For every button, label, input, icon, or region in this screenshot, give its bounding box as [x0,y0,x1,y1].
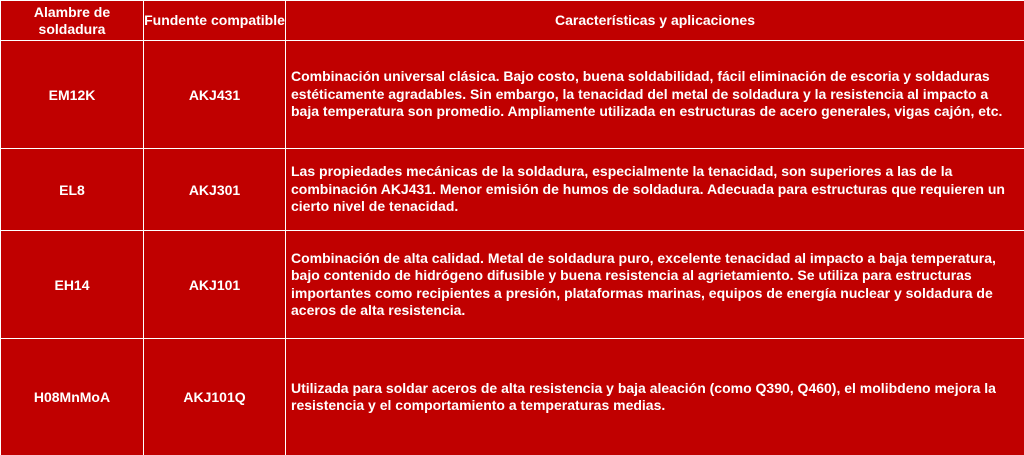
wire-cell: H08MnMoA [1,339,144,455]
wire-cell: EH14 [1,231,144,339]
header-features: Características y aplicaciones [286,1,1024,41]
table-row [1,231,1024,339]
description-cell: Combinación universal clásica. Bajo costo, buena soldabilidad, fácil eliminación de escoria y soldaduras estéticamente agradables. Sin embargo, la tenacidad del metal de soldadura y la resistencia al impacto a baja temperatura son promedio. Ampliamente utilizada en estructuras de acero generales, vigas cajón, etc. [286,41,1024,149]
flux-cell: AKJ101 [144,231,286,339]
description-cell: Combinación de alta calidad. Metal de soldadura puro, excelente tenacidad al impacto a baja temperatura, bajo contenido de hidrógeno difusible y buena resistencia al agrietamiento. Se utiliza para estructuras importantes como recipientes a presión, plataformas marinas, equipos de energía nuclear y soldadura de aceros de alta resistencia. [286,231,1024,339]
table-header-row [1,1,1024,41]
header-wire: Alambre de soldadura [1,1,144,41]
header-flux: Fundente compatible [144,1,286,41]
flux-cell: AKJ301 [144,149,286,231]
wire-cell: EM12K [1,41,144,149]
description-cell: Utilizada para soldar aceros de alta resistencia y baja aleación (como Q390, Q460), el molibdeno mejora la resistencia y el comportamiento a temperaturas medias. [286,339,1024,455]
table-row [1,339,1024,455]
wire-cell: EL8 [1,149,144,231]
table-row [1,149,1024,231]
flux-cell: AKJ431 [144,41,286,149]
table-row [1,41,1024,149]
description-cell: Las propiedades mecánicas de la soldadura, especialmente la tenacidad, son superiores a las de la combinación AKJ431. Menor emisión de humos de soldadura. Adecuada para estructuras que requieren un cierto nivel de tenacidad. [286,149,1024,231]
flux-cell: AKJ101Q [144,339,286,455]
